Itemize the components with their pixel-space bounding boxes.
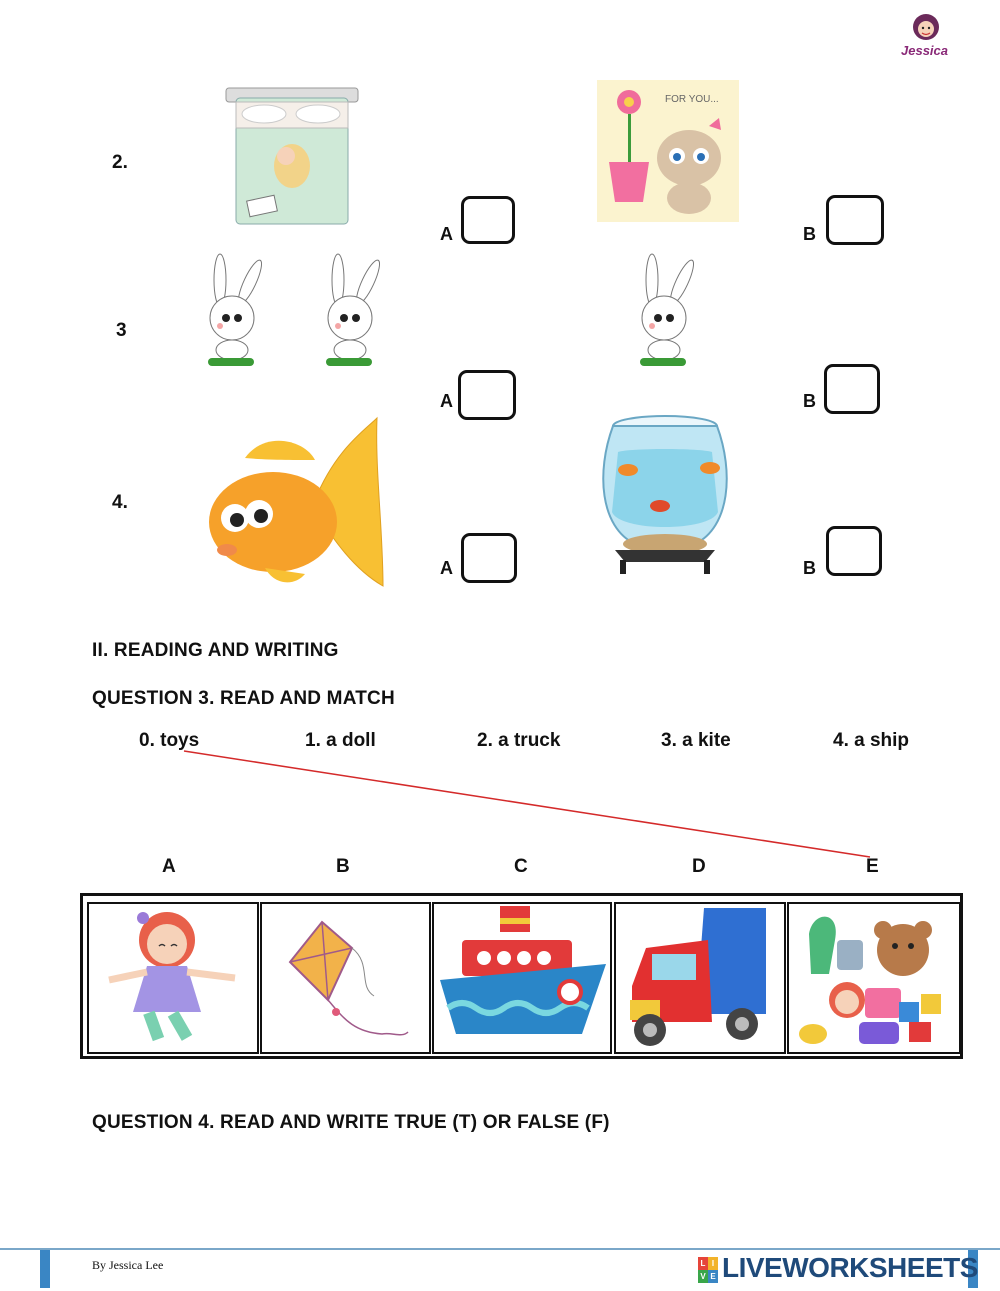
doll-picture [89,904,257,1052]
picture-cell-b[interactable] [260,902,431,1054]
footer-accent-left [40,1250,50,1288]
kite-picture [262,904,429,1052]
picture-cell-a[interactable] [87,902,259,1054]
option-a-label: A [440,224,453,244]
column-letter-e: E [866,856,879,877]
column-letter-b: B [336,856,350,877]
brand-side-letter: V [698,1270,708,1283]
svg-text:FOR YOU...: FOR YOU... [665,94,719,105]
question-number-2: 2. [112,152,128,173]
option-a-label: A [440,558,453,578]
brand-side-letters [698,1257,718,1283]
question4-title: QUESTION 4. READ AND WRITE TRUE (T) OR FALSE (F) [92,1112,610,1133]
brand-side-letter: L [698,1257,708,1270]
picture-cell-e[interactable] [787,902,961,1054]
option-b-label: B [803,224,816,244]
match-word-3[interactable]: 3. a kite [661,730,731,751]
option-a-label: A [440,391,453,411]
question3-title: QUESTION 3. READ AND MATCH [92,688,395,709]
footer-divider [0,1248,1000,1250]
picture-table [80,893,963,1059]
match-word-4[interactable]: 4. a ship [833,730,910,751]
question-number-4: 4. [112,492,128,513]
match-word-2[interactable]: 2. a truck [477,730,561,751]
column-letter-c: C [514,856,528,877]
question-number-3: 3 [116,320,127,341]
logo-text: Jessica [901,43,948,58]
column-letter-a: A [162,856,176,877]
section-title: II. READING AND WRITING [92,640,339,661]
option-b-label: B [803,391,816,411]
toys-picture [789,904,959,1052]
option-b-label: B [803,558,816,578]
brand-side-letter: I [708,1257,718,1270]
match-word-1[interactable]: 1. a doll [305,730,376,751]
ship-picture [434,904,610,1052]
column-letter-d: D [692,856,706,877]
picture-cell-c[interactable] [432,902,612,1054]
footer-byline: By Jessica Lee [92,1258,164,1272]
match-word-0[interactable]: 0. toys [139,730,200,751]
brand-side-letter: E [708,1270,718,1283]
picture-cell-d[interactable] [614,902,786,1054]
brand-wordmark: LIVEWORKSHEETS [722,1252,978,1283]
truck-picture [616,904,784,1052]
